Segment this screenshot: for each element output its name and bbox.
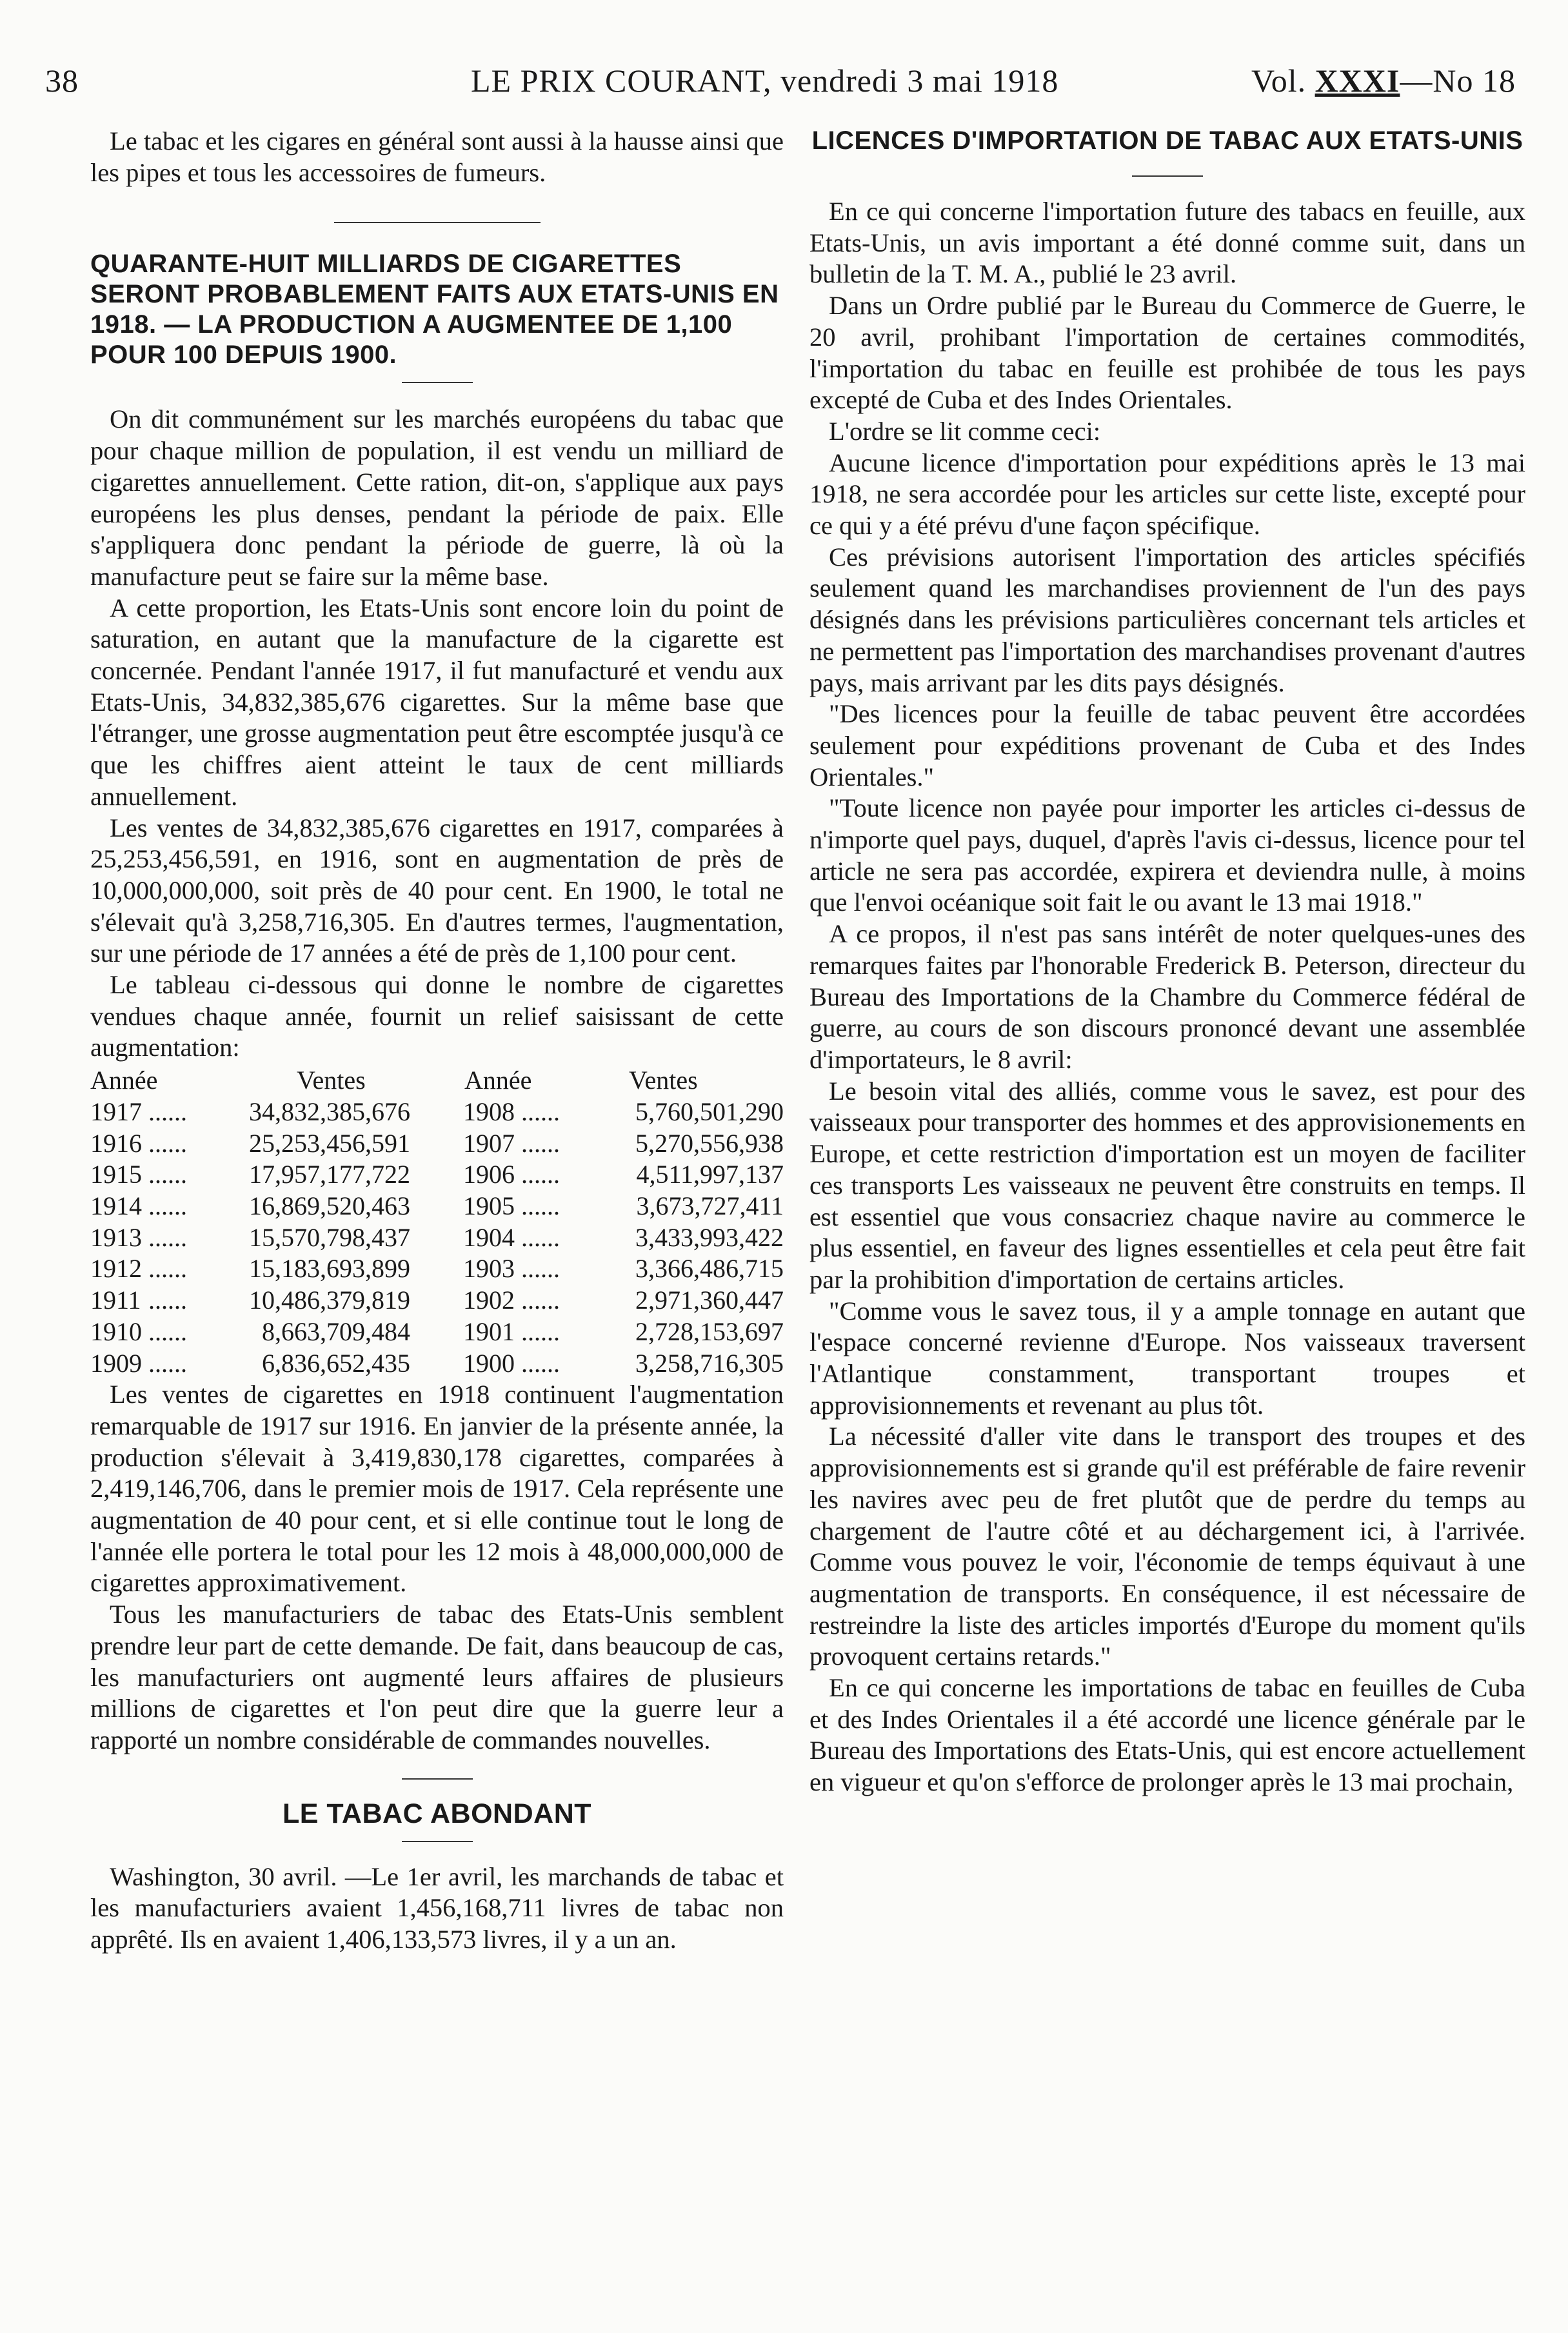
article-paragraph: Aucune licence d'importation pour expéditions après le 13 mai 1918, ne sera accordée pour les articles sur cette liste, excepté pour ce qui y a été prévu d'une façon spécifique. [809,448,1525,541]
article-paragraph: "Des licences pour la feuille de tabac peuvent être accordées seulement pour expéditions provenant de Cuba et des Indes Orientales." [809,699,1525,791]
year-value: 1909 [90,1348,142,1378]
year-value: 1905 [463,1191,515,1220]
sales-value: 3,366,486,715 [635,1254,784,1284]
year-value: 1917 [90,1097,142,1126]
table-cell: 1910 ...... 8,663,709,484 [90,1316,463,1348]
sales-value: 2,728,153,697 [635,1316,784,1346]
sales-value: 2,971,360,447 [635,1286,784,1315]
table-cell: 1915 ...... 17,957,177,722 [90,1159,463,1191]
article-paragraph: Les ventes de cigarettes en 1918 continuent l'augmentation remarquable de 1917 sur 1916. En janvier de la présente année, la production s'élevait à 3,419,830,178 cigarettes, comparées à 2,419,146,706, dans le premier mois de 1917. Cela représente une augmentation de 40 pour cent, et si elle continue tout le long de l'année elle portera le total pour les 12 mois à 48,000,000,000 de cigarettes approximativement. [90,1380,784,1598]
article-paragraph: Les ventes de 34,832,385,676 cigarettes en 1917, comparées à 25,253,456,591, en 1916, sont en augmentation de près de 10,000,000,000, soit près de 40 pour cent. En 1900, le total ne s'élevait qu'à 3,258,716,305. En d'autres termes, l'augmentation, sur une période de 17 années a été de près de 1,100 pour cent. [90,813,784,968]
table-row [90,1253,784,1285]
table-row [90,1159,784,1191]
sales-value: 15,183,693,899 [249,1254,410,1284]
year-value: 1913 [90,1222,142,1252]
table-cell: 1905 ...... 3,673,727,411 [463,1191,784,1222]
sales-value: 5,760,501,290 [635,1097,784,1126]
sales-value: 3,258,716,305 [635,1348,784,1378]
divider [402,382,473,383]
divider [1132,175,1203,177]
article-paragraph: "Toute licence non payée pour importer les articles ci-dessus de n'importe quel pays, duquel, d'après l'avis ci-dessus, licence pour tel article ne sera pas accordée, expirera et deviendra nulle, à moins que l'envoi océanique soit fait le ou avant le 13 mai 1918." [809,793,1525,917]
article-paragraph: Washington, 30 avril. —Le 1er avril, les marchands de tabac et les manufacturiers avaient 1,456,168,711 livres de tabac non apprêté. Ils en avaient 1,406,133,573 livres, il y a un an. [90,1861,784,1954]
article-paragraph: "Comme vous le savez tous, il y a ample tonnage en autant que l'espace concerné revienne d'Europe. Nos vaisseaux traversent l'Atlantique constamment, transportant troupes et approvisionnements et revenant au plus tôt. [809,1296,1525,1420]
table-cell: 1909 ...... 6,836,652,435 [90,1348,463,1380]
table-row [90,1285,784,1316]
year-value: 1904 [463,1222,515,1252]
divider [334,222,541,223]
sales-value: 5,270,556,938 [635,1128,784,1158]
table-cell: 1912 ...... 15,183,693,899 [90,1253,463,1285]
table-cell: 1914 ...... 16,869,520,463 [90,1191,463,1222]
article-paragraph: En ce qui concerne l'importation future des tabacs en feuille, aux Etats-Unis, un avis important a été donné comme suit, dans un bulletin de la T. M. A., publié le 23 avril. [809,197,1525,289]
intro-paragraph: Le tabac et les cigares en général sont aussi à la hausse ainsi que les pipes et tous les accessoires de fumeurs. [90,126,784,187]
page-header [45,57,1516,108]
year-value: 1914 [90,1191,142,1220]
table-row [90,1348,784,1380]
article-paragraph: En ce qui concerne les importations de tabac en feuilles de Cuba et des Indes Orientales il a été accordé une licence générale par le Bureau des Importations des Etats-Unis, qui est encore actuellement en vigueur et qu'on s'efforce de prolonger après le 13 mai prochain, [809,1673,1525,1797]
article-headline-cigarettes: QUARANTE-HUIT MILLIARDS DE CIGARETTES SERONT PROBABLEMENT FAITS AUX ETATS-UNIS EN 1918. — LA PRODUCTION A AUGMENTEE DE 1,100 POUR 100 DEPUIS 1900. [90,250,779,370]
year-value: 1901 [463,1316,515,1346]
sales-value: 6,836,652,435 [262,1348,410,1378]
article-paragraph: La nécessité d'aller vite dans le transport des troupes et des approvisionnements est si grande qu'il est préférable de faire revenir les navires avec peu de fret plutôt que de perdre du temps au chargement de l'autre côté et au déchargement ici, à l'arrivée. Comme vous pouvez le voir, l'économie de temps équivaut à une augmentation de transports. En conséquence, il est nécessaire de restreindre la liste des articles importés d'Europe du moment qu'ils provoquent certains retards." [809,1422,1525,1671]
journal-title-date: LE PRIX COURANT, vendredi 3 mai 1918 [471,63,1059,99]
page-number: 38 [45,63,79,99]
year-value: 1906 [463,1160,515,1189]
year-value: 1916 [90,1128,142,1158]
left-column [90,126,784,1956]
table-cell: 1908 ...... 5,760,501,290 [463,1097,784,1128]
year-value: 1908 [463,1097,515,1126]
article-paragraph: Tous les manufacturiers de tabac des Etats-Unis semblent prendre leur part de cette demande. De fait, dans beaucoup de cas, les manufacturiers ont augmenté leurs affaires de plusieurs millions de cigarettes et l'on peut dire que la guerre leur a rapporté un nombre considérable de commandes nouvelles. [90,1600,784,1754]
divider [402,1841,473,1842]
table-row [90,1222,784,1254]
article-paragraph: Dans un Ordre publié par le Bureau du Commerce de Guerre, le 20 avril, prohibant l'importation de certaines commodités, l'importation du tabac en feuille est prohibée de tous les pays excepté de Cuba et des Indes Orientales. [809,291,1525,415]
sales-value: 16,869,520,463 [249,1191,410,1220]
sales-value: 10,486,379,819 [249,1286,410,1315]
article-paragraph: L'ordre se lit comme ceci: [829,416,1101,446]
article-paragraph: A ce propos, il n'est pas sans intérêt de noter quelques-unes des remarques faites par l'honorable Frederick B. Peterson, directeur du Bureau des Importations de la Chambre du Commerce fédéral de guerre, au cours de son discours prononcé devant une assemblée d'importateurs, le 8 avril: [809,919,1525,1074]
table-row [90,1128,784,1160]
table-cell: 1911 ...... 10,486,379,819 [90,1285,463,1316]
sales-value: 17,957,177,722 [249,1160,410,1189]
sales-value: 15,570,798,437 [249,1222,410,1252]
table-cell: 1917 ...... 34,832,385,676 [90,1097,463,1128]
table-cell: 1902 ...... 2,971,360,447 [463,1285,784,1316]
table-cell: 1901 ...... 2,728,153,697 [463,1316,784,1348]
year-value: 1902 [463,1286,515,1315]
sales-value: 3,433,993,422 [635,1222,784,1252]
year-value: 1900 [463,1348,515,1378]
article-paragraph: A cette proportion, les Etats-Unis sont encore loin du point de saturation, en autant que la manufacture de la cigarette est concernée. Pendant l'année 1917, il fut manufacturé et vendu aux Etats-Unis, 34,832,385,676 cigarettes. Sur la même base que l'étranger, une grosse augmentation peut être escomptée jusqu'à ce que les chiffres aient atteint le taux de cent milliards annuellement. [90,593,784,811]
year-value: 1915 [90,1160,142,1189]
year-value: 1907 [463,1128,515,1158]
sales-value: 25,253,456,591 [249,1128,410,1158]
article-paragraph: Le tableau ci-dessous qui donne le nombre de cigarettes vendues chaque année, fournit un relief saisissant de cette augmentation: [90,970,784,1062]
table-cell: 1907 ...... 5,270,556,938 [463,1128,784,1160]
table-cell: 1900 ...... 3,258,716,305 [463,1348,784,1380]
sales-value: 3,673,727,411 [636,1191,784,1220]
table-cell: 1916 ...... 25,253,456,591 [90,1128,463,1160]
article-headline-tabac-abondant: LE TABAC ABONDANT [282,1798,592,1829]
cigarette-sales-table [90,1065,784,1379]
table-header: Année Ventes Année Ventes [90,1066,698,1095]
divider [402,1778,473,1780]
table-cell: 1903 ...... 3,366,486,715 [463,1253,784,1285]
sales-value: 34,832,385,676 [249,1097,410,1126]
table-cell: 1906 ...... 4,511,997,137 [463,1159,784,1191]
article-paragraph: On dit communément sur les marchés européens du tabac que pour chaque million de population, il est vendu un milliard de cigarettes annuellement. Cette ration, dit-on, s'applique aux pays européens les plus denses, pendant la période de paix. Elle s'appliquera donc pendant la période de guerre, là où la manufacture peut se faire sur la même base. [90,404,784,591]
table-row [90,1097,784,1128]
table-cell: 1904 ...... 3,433,993,422 [463,1222,784,1254]
table-cell: 1913 ...... 15,570,798,437 [90,1222,463,1254]
table-row [90,1316,784,1348]
sales-value: 4,511,997,137 [636,1160,784,1189]
year-value: 1911 [90,1286,141,1315]
year-value: 1903 [463,1254,515,1284]
article-headline-licences: LICENCES D'IMPORTATION DE TABAC AUX ETATS-UNIS [811,126,1523,155]
article-paragraph: Ces prévisions autorisent l'importation des articles spécifiés seulement quand les marchandises proviennent de l'un des pays désignés dans les prévisions particulières concernant tels articles et ne permettent pas l'importation des marchandises provenant d'autres pays, mais arrivant par les dits pays désignés. [809,542,1525,697]
table-row [90,1191,784,1222]
sales-value: 8,663,709,484 [262,1316,410,1346]
right-column [809,126,1525,1798]
volume-number: Vol. XXXI—No 18 [1251,63,1516,99]
article-paragraph: Le besoin vital des alliés, comme vous le savez, est pour des vaisseaux pour transporter des hommes et des approvisionements en Europe, et cette restriction d'importation est un moyen de faciliter ces transports Les vaisseaux ne peuvent être construits en temps. Il est essentiel que vous consacriez chaque navire au commerce le plus essentiel, en faveur des lignes essentielles et cela peut être fait par la prohibition d'importation de certains articles. [809,1076,1525,1294]
year-value: 1910 [90,1316,142,1346]
year-value: 1912 [90,1254,142,1284]
